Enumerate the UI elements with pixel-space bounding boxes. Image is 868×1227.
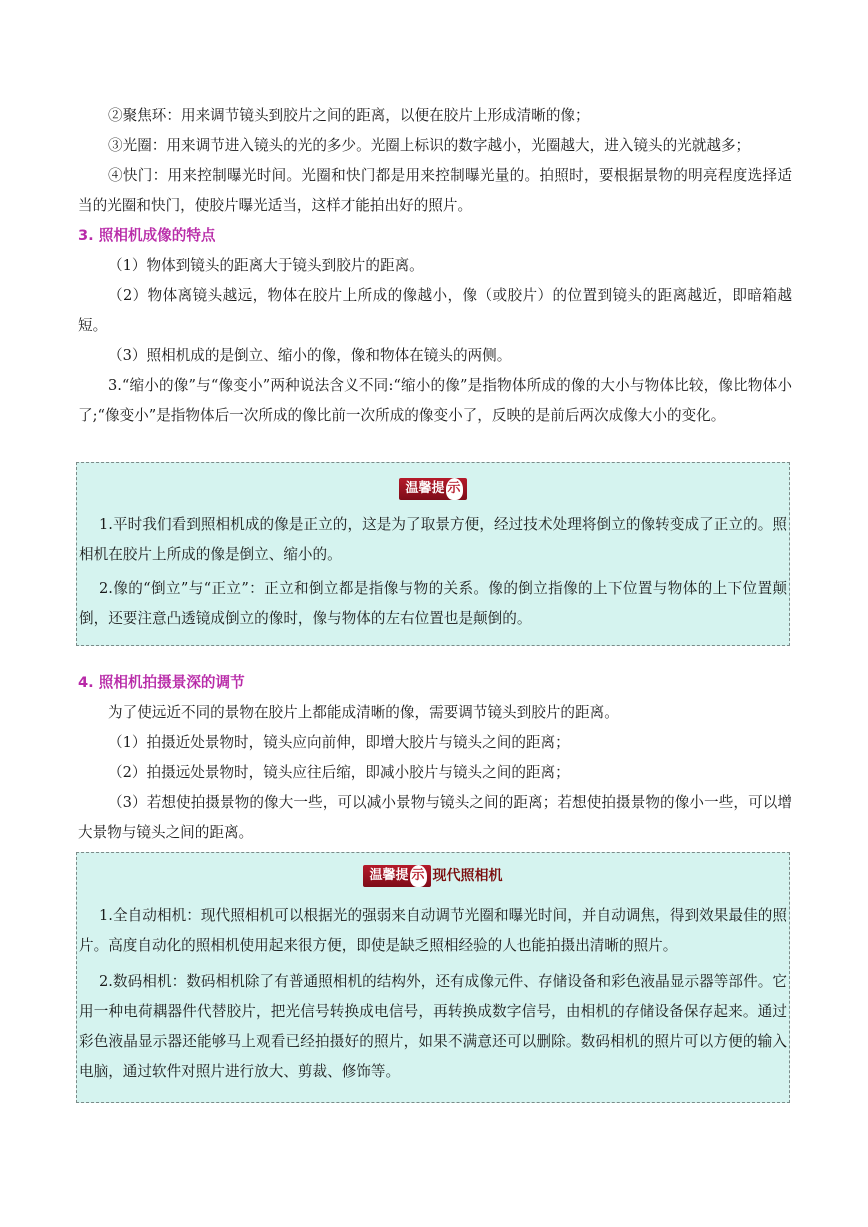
section-4 xyxy=(78,668,792,848)
section-2-3 xyxy=(78,101,792,431)
paragraph-shutter: ④快门：用来控制曝光时间。光圈和快门都是用来控制曝光量的。拍照时，要根据景物的明亮程度选择适当的光圈和快门，使胶片曝光适当，这样才能拍出好的照片。 xyxy=(78,167,792,214)
tip-badge-row xyxy=(77,470,789,506)
tip-2-title: 现代照相机 xyxy=(432,867,503,884)
tip-box-2 xyxy=(76,852,790,1103)
section-3-heading: 3. 照相机成像的特点 xyxy=(78,227,216,244)
paragraph-focus-ring: ②聚焦环：用来调节镜头到胶片之间的距离，以便在胶片上形成清晰的像； xyxy=(108,107,590,124)
section-4-heading: 4. 照相机拍摄景深的调节 xyxy=(78,674,245,691)
tip-2-item-1: 1.全自动相机：现代照相机可以根据光的强弱来自动调节光圈和曝光时间，并自动调焦，得到效果最佳的照片。高度自动化的照相机使用起来很方便，即使是缺乏照相经验的人也能拍摄出清晰的照片。 xyxy=(79,907,787,954)
tip-1-item-1: 1.平时我们看到照相机成的像是正立的，这是为了取景方便，经过技术处理将倒立的像转变成了正立的。照相机在胶片上所成的像是倒立、缩小的。 xyxy=(79,516,787,563)
tip-badge-row-2 xyxy=(77,857,789,893)
paragraph-aperture: ③光圈：用来调节进入镜头的光的多少。光圈上标识的数字越小，光圈越大，进入镜头的光就越多； xyxy=(108,137,751,154)
paragraph-3-1: （1）物体到镜头的距离大于镜头到胶片的距离。 xyxy=(108,257,424,274)
tip-2-item-2: 2.数码相机：数码相机除了有普通照相机的结构外，还有成像元件、存储设备和彩色液晶显示器等部件。它用一种电荷耦器件代替胶片，把光信号转换成电信号，再转换成数字信号，由相机的存储设备保存起来。通过彩色液晶显示器还能够马上观看已经拍摄好的照片，如果不满意还可以删除。数码相机的照片可以方便的输入电脑，通过软件对照片进行放大、剪裁、修饰等。 xyxy=(79,973,787,1080)
section-4-intro: 为了使远近不同的景物在胶片上都能成清晰的像，需要调节镜头到胶片的距离。 xyxy=(108,704,619,721)
paragraph-4-1: （1）拍摄近处景物时，镜头应向前伸，即增大胶片与镜头之间的距离； xyxy=(108,734,570,751)
paragraph-3-note: 3.“缩小的像”与“像变小”两种说法含义不同:“缩小的像”是指物体所成的像的大小与物体比较，像比物体小了;“像变小”是指物体后一次所成的像比前一次所成的像变小了，反映的是前后两次成像大小的变化。 xyxy=(78,377,792,424)
paragraph-3-2: （2）物体离镜头越远，物体在胶片上所成的像越小，像（或胶片）的位置到镜头的距离越近，即暗箱越短。 xyxy=(78,287,792,334)
paragraph-4-2: （2）拍摄远处景物时，镜头应往后缩，即减小胶片与镜头之间的距离； xyxy=(108,764,570,781)
paragraph-3-3: （3）照相机成的是倒立、缩小的像，像和物体在镜头的两侧。 xyxy=(108,347,512,364)
tip-box-1 xyxy=(76,462,790,646)
tip-1-item-2: 2.像的“倒立”与“正立”：正立和倒立都是指像与物的关系。像的倒立指像的上下位置与物体的上下位置颠倒，还要注意凸透镜成倒立的像时，像与物体的左右位置也是颠倒的。 xyxy=(79,580,787,627)
warm-tip-badge: 温馨提 示 xyxy=(399,478,466,500)
paragraph-4-3: （3）若想使拍摄景物的像大一些，可以减小景物与镜头之间的距离；若想使拍摄景物的像小一些，可以增大景物与镜头之间的距离。 xyxy=(78,794,792,841)
warm-tip-badge: 温馨提 示 xyxy=(363,865,430,887)
